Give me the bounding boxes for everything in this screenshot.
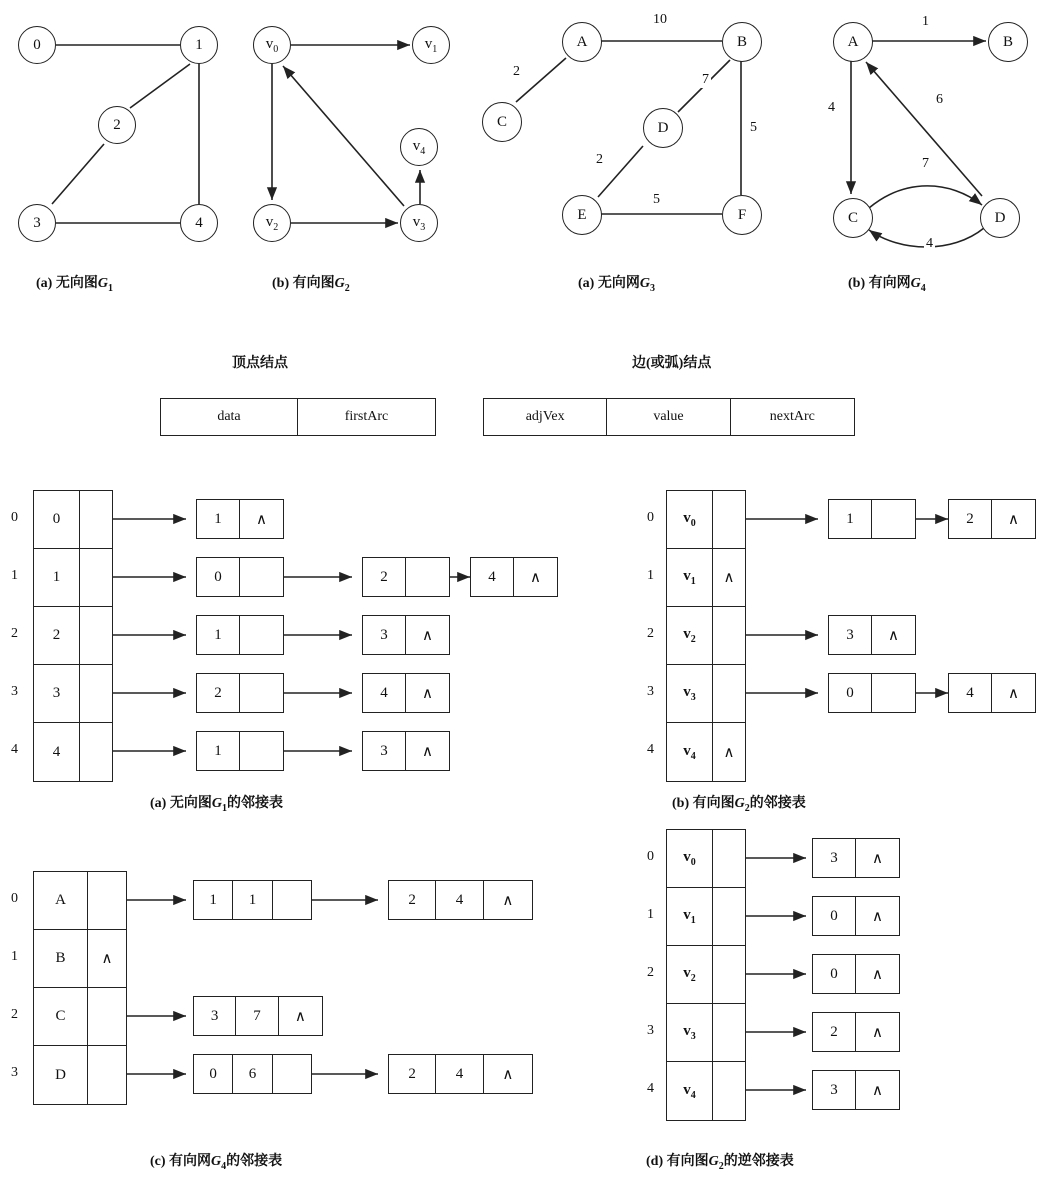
adjlist-a-data-4: 4: [34, 723, 80, 781]
null-cell: ∧: [256, 511, 267, 528]
edge-weight-g3-bf: 5: [750, 120, 757, 135]
next-cell: [872, 674, 915, 712]
adjlist-c-row-2: [34, 988, 126, 1046]
adjlist-c-ptr-3: [88, 1046, 126, 1104]
adjvex-cell: 2: [363, 558, 406, 596]
adjvex-cell: 2: [813, 1013, 856, 1051]
adjlist-a-data-2: 2: [34, 607, 80, 664]
arc-node-title: 边(或弧)结点: [632, 356, 712, 371]
adjlist-c-node-0-0: [193, 880, 312, 920]
adjlist-a-node-0-0: [196, 499, 284, 539]
adjlist-b-index-0: 0: [647, 510, 654, 525]
adjlist-d-data-3: $v_3$: [667, 1004, 713, 1061]
next-cell: [240, 558, 283, 596]
adjlist-c-ptr-1: ∧: [101, 951, 113, 967]
adjlist-b-node-2-0: [828, 615, 916, 655]
null-cell: ∧: [872, 850, 883, 867]
adjlist-c-node-3-1: [388, 1054, 533, 1094]
adjvex-cell: 2: [949, 500, 992, 538]
value-cell: 6: [233, 1055, 272, 1093]
caption-g4: (b) 有向网$G_4$: [848, 276, 926, 294]
graph-node-g2-v4: $v_4$: [400, 128, 438, 166]
adjlist-b-row-3: [667, 665, 745, 723]
adjlist-d-node-2-0: [812, 954, 900, 994]
graph-node-g2-v2: $v_2$: [253, 204, 291, 242]
adjlist-a-row-3: [34, 665, 112, 723]
arc-field-value: value: [607, 399, 730, 435]
caption-g3: (a) 无向网$G_3$: [578, 276, 655, 294]
adjlist-b-data-2: $v_2$: [667, 607, 713, 664]
adjlist-b-row-2: [667, 607, 745, 665]
adjlist-d-ptr-4: [713, 1062, 745, 1120]
adjlist-b-node-3-0: [828, 673, 916, 713]
vertex-node-box: [160, 398, 436, 436]
adjvex-cell: 0: [197, 558, 240, 596]
null-cell: ∧: [422, 685, 433, 702]
arc-node-box: [483, 398, 855, 436]
caption-adjlist-d: (d) 有向图$G_2$的逆邻接表: [646, 1154, 794, 1172]
graph-node-g3-B: B: [722, 22, 762, 62]
graph-node-g4-D: D: [980, 198, 1020, 238]
adjlist-c-index-1: 1: [11, 949, 18, 964]
adjvex-cell: 3: [829, 616, 872, 654]
adjlist-b-row-4: [667, 723, 745, 781]
adjvex-cell: 1: [194, 881, 233, 919]
adjlist-c-data-1: B: [34, 930, 88, 987]
graph-node-g3-A: A: [562, 22, 602, 62]
adjlist-d-data-4: $v_4$: [667, 1062, 713, 1120]
null-cell: ∧: [872, 966, 883, 983]
adjvex-cell: 4: [949, 674, 992, 712]
adjlist-c-row-0: [34, 872, 126, 930]
adjlist-b-data-0: $v_0$: [667, 491, 713, 548]
graph-node-g4-B: B: [988, 22, 1028, 62]
arc-weight-g4-da: 6: [936, 92, 943, 107]
adjlist-a-row-0: [34, 491, 112, 549]
adjvex-cell: 3: [363, 616, 406, 654]
adjvex-cell: 3: [813, 839, 856, 877]
adjlist-d-ptr-1: [713, 888, 745, 945]
adjlist-d-row-4: [667, 1062, 745, 1120]
adjvex-cell: 1: [197, 500, 240, 538]
edge-weight-g3-ef: 5: [653, 192, 660, 207]
null-cell: ∧: [502, 1066, 514, 1083]
graph-node-g1-1: 1: [180, 26, 218, 64]
adjlist-c-index-3: 3: [11, 1065, 18, 1080]
vertex-node-title: 顶点结点: [232, 356, 288, 371]
edge-weight-g3-ab: 10: [653, 12, 667, 27]
graph-node-g3-D: D: [643, 108, 683, 148]
next-cell: [406, 558, 449, 596]
value-cell: 4: [436, 1055, 483, 1093]
adjlist-d-index-3: 3: [647, 1023, 654, 1038]
adjlist-a-node-1-1: [362, 557, 450, 597]
arc-weight-g4-ab: 1: [922, 14, 929, 29]
adjlist-d-node-1-0: [812, 896, 900, 936]
adjlist-b-node-0-1: [948, 499, 1036, 539]
adjlist-a-node-2-1: [362, 615, 450, 655]
adjvex-cell: 4: [363, 674, 406, 712]
null-cell: ∧: [502, 892, 514, 909]
adjvex-cell: 1: [197, 732, 240, 770]
edge-weight-g3-bd: 7: [702, 72, 709, 87]
null-cell: ∧: [888, 627, 899, 644]
adjlist-a-data-0: 0: [34, 491, 80, 548]
value-cell: 4: [436, 881, 483, 919]
adjlist-b-data-3: $v_3$: [667, 665, 713, 722]
adjlist-a-row-2: [34, 607, 112, 665]
adjlist-c-row-3: [34, 1046, 126, 1104]
arc-field-adjvex: adjVex: [484, 399, 607, 435]
adjvex-cell: 0: [813, 897, 856, 935]
graph-node-g4-C: C: [833, 198, 873, 238]
adjlist-a-index-3: 3: [11, 684, 18, 699]
arc-field-nextarc: nextArc: [769, 409, 815, 424]
adjvex-cell: 2: [389, 1055, 436, 1093]
adjlist-b-index-4: 4: [647, 742, 654, 757]
adjlist-b-data-4: $v_4$: [667, 723, 713, 781]
adjlist-b-ptr-0: [713, 491, 745, 548]
adjlist-a-vertex-array: [33, 490, 113, 782]
adjlist-b-node-0-0: [828, 499, 916, 539]
graph-node-g1-4: 4: [180, 204, 218, 242]
adjvex-cell: 0: [194, 1055, 233, 1093]
adjlist-b-row-0: [667, 491, 745, 549]
adjlist-d-vertex-array: [666, 829, 746, 1121]
next-cell: [240, 616, 283, 654]
adjlist-b-index-1: 1: [647, 568, 654, 583]
adjlist-d-index-1: 1: [647, 907, 654, 922]
null-cell: ∧: [422, 627, 433, 644]
caption-g2: (b) 有向图$G_2$: [272, 276, 350, 294]
next-cell: [273, 1055, 311, 1093]
caption-adjlist-c: (c) 有向网$G_4$的邻接表: [150, 1154, 283, 1172]
graph-node-g2-v1: $v_1$: [412, 26, 450, 64]
graph-node-g1-3: 3: [18, 204, 56, 242]
adjlist-a-row-4: [34, 723, 112, 781]
adjvex-cell: 3: [813, 1071, 856, 1109]
adjlist-c-data-0: A: [34, 872, 88, 929]
adjlist-a-node-2-0: [196, 615, 284, 655]
edge-weight-g3-ac: 2: [513, 64, 520, 79]
adjlist-a-index-2: 2: [11, 626, 18, 641]
adjlist-b-ptr-3: [713, 665, 745, 722]
next-cell: [240, 732, 283, 770]
adjlist-a-index-4: 4: [11, 742, 18, 757]
graph-node-g3-E: E: [562, 195, 602, 235]
adjlist-c-ptr-0: [88, 872, 126, 929]
adjlist-d-index-0: 0: [647, 849, 654, 864]
null-cell: ∧: [1008, 685, 1019, 702]
null-cell: ∧: [294, 1008, 306, 1025]
graph-node-g4-A: A: [833, 22, 873, 62]
graph-node-g3-C: C: [482, 102, 522, 142]
adjlist-d-row-1: [667, 888, 745, 946]
adjlist-d-ptr-3: [713, 1004, 745, 1061]
next-cell: [273, 881, 311, 919]
arc-weight-g4-dc: 4: [926, 236, 933, 251]
edge-weight-g3-de: 2: [596, 152, 603, 167]
adjlist-d-node-3-0: [812, 1012, 900, 1052]
adjlist-d-row-3: [667, 1004, 745, 1062]
adjlist-a-ptr-1: [80, 549, 112, 606]
adjlist-b-index-2: 2: [647, 626, 654, 641]
adjlist-a-node-1-0: [196, 557, 284, 597]
graph-node-g3-F: F: [722, 195, 762, 235]
adjlist-b-node-3-1: [948, 673, 1036, 713]
adjlist-a-data-3: 3: [34, 665, 80, 722]
adjlist-c-node-3-0: [193, 1054, 312, 1094]
adjlist-d-index-4: 4: [647, 1081, 654, 1096]
adjlist-a-ptr-3: [80, 665, 112, 722]
caption-g1: (a) 无向图$G_1$: [36, 276, 113, 294]
adjlist-c-index-2: 2: [11, 1007, 18, 1022]
adjlist-d-row-2: [667, 946, 745, 1004]
adjlist-d-data-1: $v_1$: [667, 888, 713, 945]
adjlist-a-row-1: [34, 549, 112, 607]
adjvex-cell: 4: [471, 558, 514, 596]
adjlist-a-index-1: 1: [11, 568, 18, 583]
adjvex-cell: 2: [197, 674, 240, 712]
adjlist-a-node-3-0: [196, 673, 284, 713]
adjlist-a-ptr-0: [80, 491, 112, 548]
adjlist-a-node-1-2: [470, 557, 558, 597]
adjlist-a-ptr-4: [80, 723, 112, 781]
graph-node-g2-v0: $v_0$: [253, 26, 291, 64]
adjlist-b-ptr-1: ∧: [723, 570, 735, 586]
adjlist-b-vertex-array: [666, 490, 746, 782]
vertex-field-firstarc: firstArc: [344, 409, 389, 424]
adjlist-a-node-3-1: [362, 673, 450, 713]
null-cell: ∧: [530, 569, 541, 586]
null-cell: ∧: [1008, 511, 1019, 528]
graph-node-g1-2: 2: [98, 106, 136, 144]
next-cell: [240, 674, 283, 712]
adjvex-cell: 3: [363, 732, 406, 770]
vertex-field-data: data: [161, 399, 298, 435]
adjlist-d-row-0: [667, 830, 745, 888]
arc-weight-g4-ac: 4: [828, 100, 835, 115]
adjlist-a-ptr-2: [80, 607, 112, 664]
next-cell: [872, 500, 915, 538]
adjvex-cell: 1: [197, 616, 240, 654]
adjlist-d-node-4-0: [812, 1070, 900, 1110]
adjlist-c-index-0: 0: [11, 891, 18, 906]
adjlist-b-ptr-4: ∧: [723, 744, 735, 761]
graph-node-g1-0: 0: [18, 26, 56, 64]
null-cell: ∧: [422, 743, 433, 760]
adjvex-cell: 0: [829, 674, 872, 712]
adjvex-cell: 0: [813, 955, 856, 993]
graph-node-g2-v3: $v_3$: [400, 204, 438, 242]
adjlist-a-index-0: 0: [11, 510, 18, 525]
adjlist-c-ptr-2: [88, 988, 126, 1045]
adjlist-c-row-1: [34, 930, 126, 988]
arc-weight-g4-cd: 7: [922, 156, 929, 171]
value-cell: 1: [233, 881, 272, 919]
adjlist-d-node-0-0: [812, 838, 900, 878]
adjvex-cell: 3: [194, 997, 236, 1035]
adjlist-c-vertex-array: [33, 871, 127, 1105]
adjlist-b-data-1: $v_1$: [667, 549, 713, 606]
value-cell: 7: [236, 997, 278, 1035]
adjlist-b-index-3: 3: [647, 684, 654, 699]
adjlist-a-data-1: 1: [34, 549, 80, 606]
adjvex-cell: 2: [389, 881, 436, 919]
adjlist-c-node-0-1: [388, 880, 533, 920]
adjlist-c-node-2-0: [193, 996, 323, 1036]
caption-adjlist-b: (b) 有向图$G_2$的邻接表: [672, 796, 806, 814]
caption-adjlist-a: (a) 无向图$G_1$的邻接表: [150, 796, 283, 814]
adjlist-c-data-2: C: [34, 988, 88, 1045]
adjlist-d-ptr-2: [713, 946, 745, 1003]
adjvex-cell: 1: [829, 500, 872, 538]
null-cell: ∧: [872, 1024, 883, 1041]
adjlist-a-node-4-1: [362, 731, 450, 771]
adjlist-d-data-2: $v_2$: [667, 946, 713, 1003]
null-cell: ∧: [872, 908, 883, 925]
adjlist-c-data-3: D: [34, 1046, 88, 1104]
adjlist-b-row-1: [667, 549, 745, 607]
adjlist-a-node-4-0: [196, 731, 284, 771]
adjlist-d-index-2: 2: [647, 965, 654, 980]
adjlist-d-data-0: $v_0$: [667, 830, 713, 887]
adjlist-d-ptr-0: [713, 830, 745, 887]
adjlist-b-ptr-2: [713, 607, 745, 664]
null-cell: ∧: [872, 1082, 883, 1099]
